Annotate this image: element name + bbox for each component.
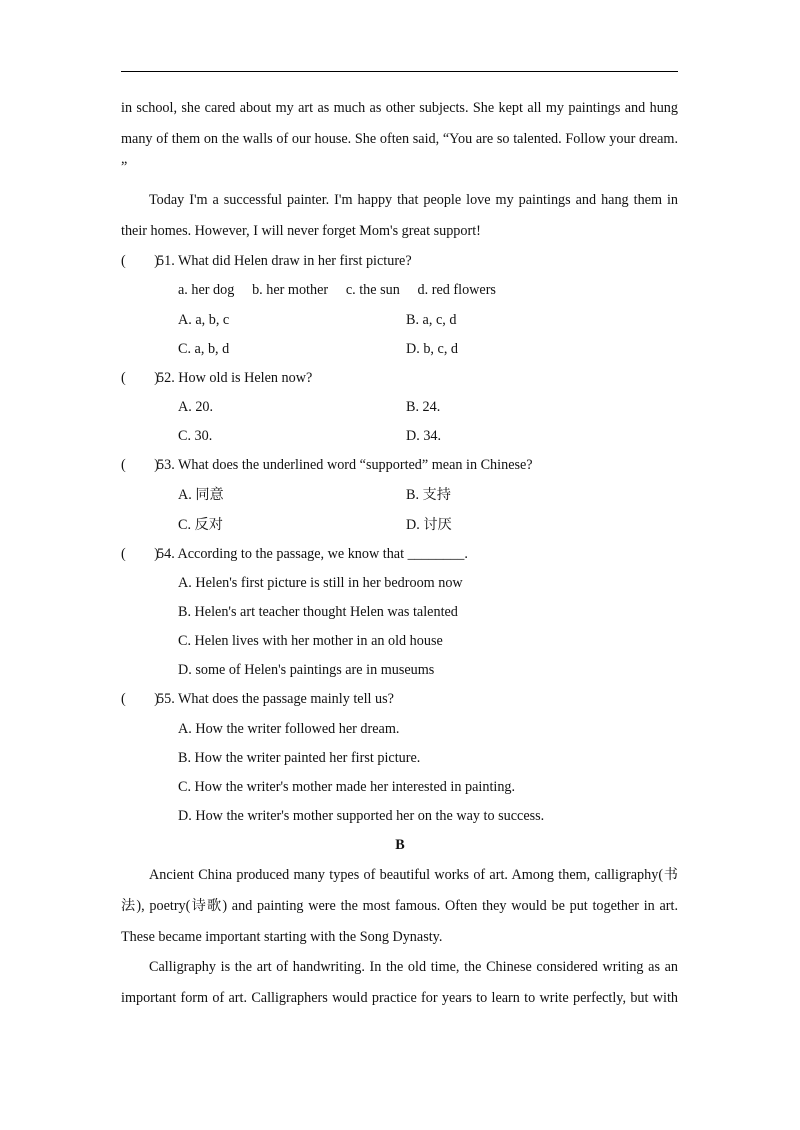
answer-blank[interactable]: ( ): [121, 546, 159, 562]
option-a[interactable]: A. How the writer followed her dream.: [178, 721, 400, 737]
option-b[interactable]: B. How the writer painted her first picture.: [178, 750, 421, 766]
passage-line: Today I'm a successful painter. I'm happy that people love my paintings and hang them in: [149, 192, 678, 208]
passage-line: Calligraphy is the art of handwriting. In the old time, the Chinese considered writing as an: [149, 959, 678, 975]
option-b[interactable]: B. 24.: [406, 399, 441, 415]
passage-line: 法), poetry(诗歌) and painting were the most famous. Often they would be put together in art.: [121, 898, 678, 914]
passage-line: in school, she cared about my art as much as other subjects. She kept all my paintings and hung: [121, 100, 678, 116]
option-d[interactable]: D. b, c, d: [406, 341, 459, 357]
question-text: 51. What did Helen draw in her first picture?: [157, 253, 412, 269]
passage-line: many of them on the walls of our house. She often said, “You are so talented. Follow your dream.: [121, 131, 678, 147]
option-c[interactable]: C. 反对: [178, 517, 223, 533]
question-text: 53. What does the underlined word “supported” mean in Chinese?: [157, 457, 533, 473]
choices-line: a. her dog b. her mother c. the sun d. red flowers: [178, 282, 496, 298]
question-text: 52. How old is Helen now?: [157, 370, 313, 386]
option-a[interactable]: A. Helen's first picture is still in her bedroom now: [178, 575, 463, 591]
passage-line: Ancient China produced many types of beautiful works of art. Among them, calligraphy(书: [149, 867, 678, 883]
option-c[interactable]: C. 30.: [178, 428, 213, 444]
answer-blank[interactable]: ( ): [121, 691, 159, 707]
option-d[interactable]: D. How the writer's mother supported her on the way to success.: [178, 808, 545, 824]
option-c[interactable]: C. a, b, d: [178, 341, 230, 357]
option-a[interactable]: A. 同意: [178, 487, 224, 503]
option-c[interactable]: C. How the writer's mother made her interested in painting.: [178, 779, 516, 795]
passage-line: These became important starting with the Song Dynasty.: [121, 929, 443, 945]
answer-blank[interactable]: ( ): [121, 370, 159, 386]
passage-line: important form of art. Calligraphers would practice for years to learn to write perfectly, but with: [121, 990, 678, 1006]
option-d[interactable]: D. 34.: [406, 428, 442, 444]
option-a[interactable]: A. 20.: [178, 399, 214, 415]
answer-blank[interactable]: ( ): [121, 457, 159, 473]
option-a[interactable]: A. a, b, c: [178, 312, 230, 328]
section-heading: B: [395, 837, 405, 853]
option-b[interactable]: B. Helen's art teacher thought Helen was talented: [178, 604, 458, 620]
option-d[interactable]: D. some of Helen's paintings are in museums: [178, 662, 435, 678]
question-text: 55. What does the passage mainly tell us?: [157, 691, 394, 707]
passage-line: ”: [121, 159, 128, 175]
passage-line: their homes. However, I will never forget Mom's great support!: [121, 223, 481, 239]
header-rule: [121, 71, 678, 72]
option-b[interactable]: B. a, c, d: [406, 312, 457, 328]
question-text: 54. According to the passage, we know that ________.: [157, 546, 468, 562]
option-d[interactable]: D. 讨厌: [406, 517, 452, 533]
option-c[interactable]: C. Helen lives with her mother in an old house: [178, 633, 443, 649]
option-b[interactable]: B. 支持: [406, 487, 451, 503]
answer-blank[interactable]: ( ): [121, 253, 159, 269]
